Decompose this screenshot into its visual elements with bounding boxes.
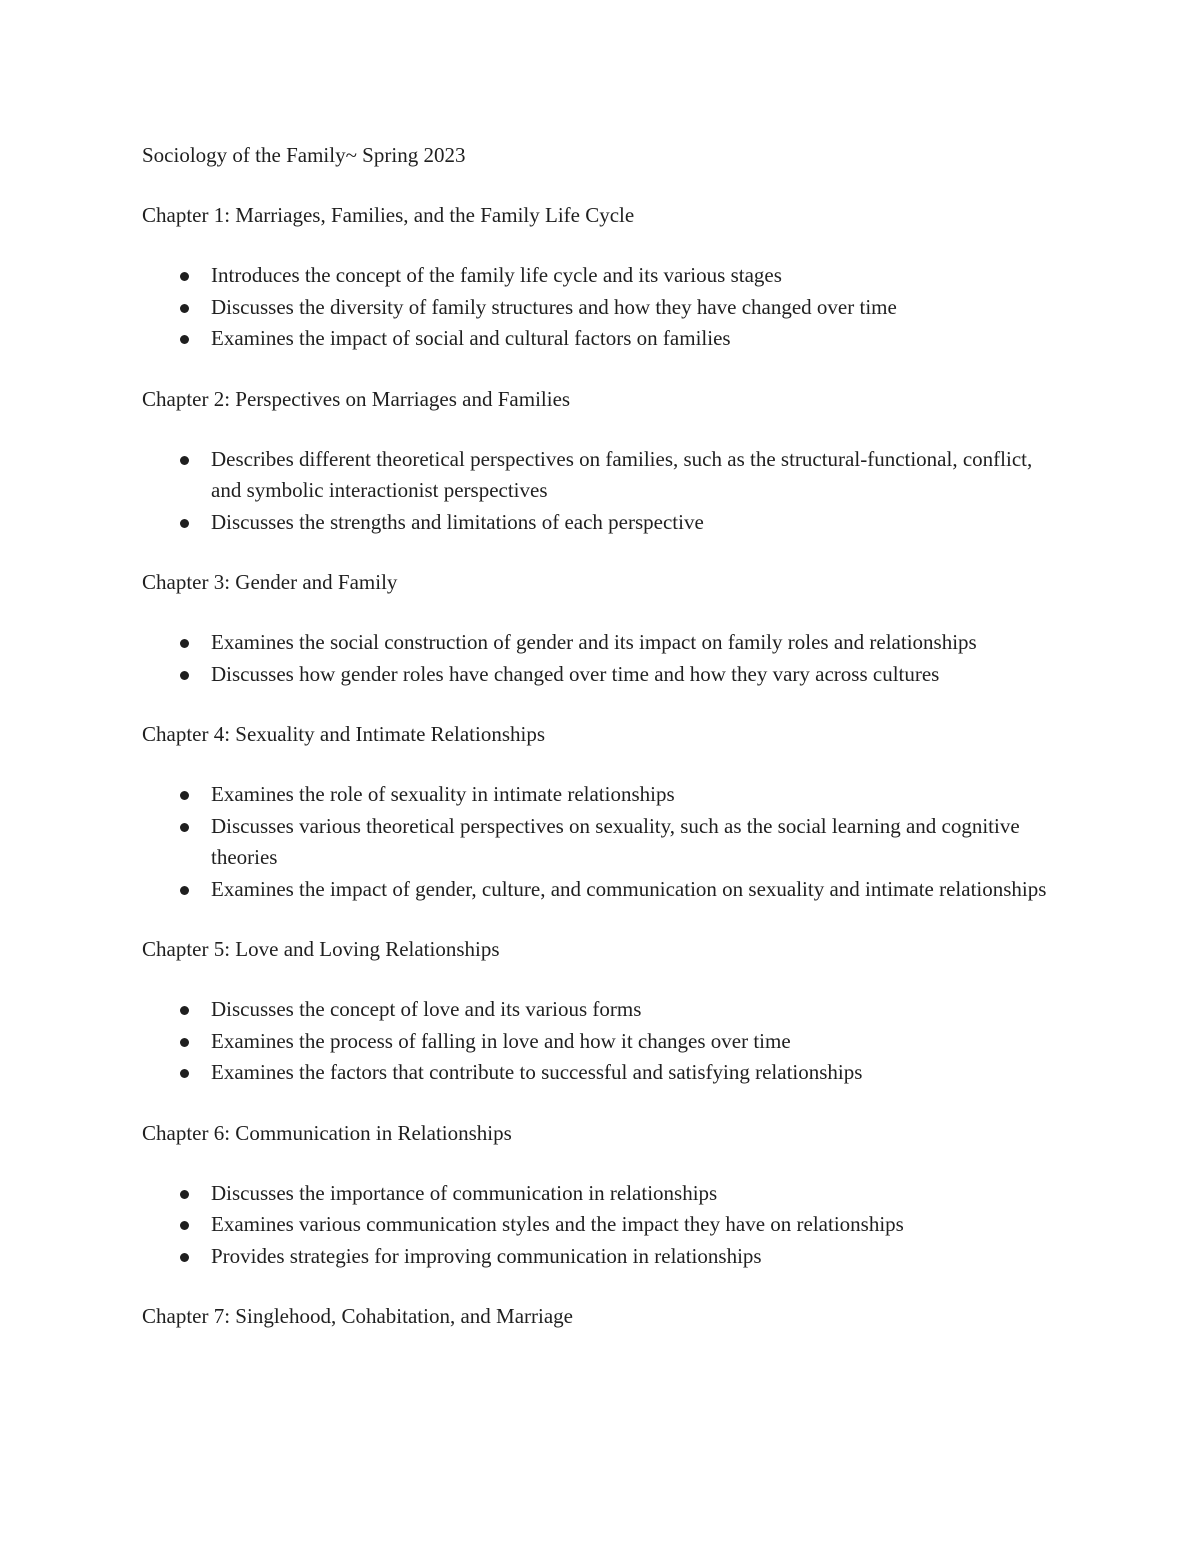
bullet-icon [180,1038,189,1047]
bullet-list [142,779,1062,905]
bullet-icon [180,671,189,680]
document-page [142,140,1062,1332]
list-item [142,779,1062,811]
bullet-icon [180,1006,189,1015]
list-item [142,627,1062,659]
bullet-list [142,444,1062,539]
chapter-heading: Chapter 7: Singlehood, Cohabitation, and Marriage [142,1304,573,1328]
list-item [142,874,1062,906]
list-item [142,1209,1062,1241]
chapter-4-section [142,719,1062,905]
list-item-text: Examines the social construction of gender and its impact on family roles and relationships [211,630,977,654]
list-item [142,444,1062,507]
list-item-text: Examines the impact of gender, culture, and communication on sexuality and intimate relationships [211,876,1047,901]
list-item-text: Discusses how gender roles have changed over time and how they vary across cultures [211,661,940,686]
chapter-3-section [142,567,1062,690]
bullet-list [142,260,1062,355]
chapter-heading: Chapter 1: Marriages, Families, and the Family Life Cycle [142,203,635,227]
list-item-text: Discusses various theoretical perspectives on sexuality, such as the social learning and cognitive theories [211,813,1020,869]
list-item-text: Discusses the diversity of family structures and how they have changed over time [211,294,897,319]
bullet-icon [180,886,189,895]
chapter-heading: Chapter 2: Perspectives on Marriages and Families [142,386,571,411]
chapter-1-section [142,200,1062,355]
bullet-icon [180,272,189,281]
bullet-list [142,627,1062,690]
list-item-text: Examines the impact of social and cultural factors on families [211,326,731,350]
bullet-icon [180,519,189,528]
list-item [142,994,1062,1026]
list-item [142,1241,1062,1273]
chapter-heading: Chapter 5: Love and Loving Relationships [142,937,500,961]
chapter-heading: Chapter 4: Sexuality and Intimate Relationships [142,722,546,746]
list-item [142,260,1062,292]
bullet-icon [180,823,189,832]
chapter-6-section [142,1118,1062,1273]
chapter-heading: Chapter 3: Gender and Family [142,570,398,594]
list-item-text: Discusses the strengths and limitations of each perspective [211,509,704,534]
list-item-text: Examines various communication styles and the impact they have on relationships [211,1212,904,1236]
bullet-icon [180,1221,189,1230]
list-item [142,1178,1062,1210]
bullet-icon [180,456,189,465]
list-item [142,1026,1062,1058]
bullet-list [142,994,1062,1089]
bullet-icon [180,304,189,313]
list-item [142,323,1062,355]
chapter-7-section [142,1301,1062,1332]
list-item-text: Discusses the concept of love and its various forms [211,997,642,1021]
list-item-text: Provides strategies for improving communication in relationships [211,1243,762,1268]
list-item [142,1057,1062,1089]
bullet-icon [180,639,189,648]
bullet-list [142,1178,1062,1273]
bullet-icon [180,1190,189,1199]
chapter-2-section [142,384,1062,539]
list-item-text: Introduces the concept of the family life cycle and its various stages [211,263,782,287]
list-item-text: Examines the role of sexuality in intimate relationships [211,782,675,806]
document-title: Sociology of the Family~ Spring 2023 [142,143,466,167]
list-item [142,811,1062,874]
bullet-icon [180,791,189,800]
bullet-icon [180,335,189,344]
list-item [142,292,1062,324]
list-item-text: Describes different theoretical perspectives on families, such as the structural-functional, conflict, and symbolic interactionist perspectives [211,446,1033,502]
chapter-5-section [142,934,1062,1089]
list-item-text: Discusses the importance of communication in relationships [211,1180,718,1205]
bullet-icon [180,1253,189,1262]
bullet-icon [180,1069,189,1078]
list-item-text: Examines the process of falling in love and how it changes over time [211,1028,791,1053]
list-item-text: Examines the factors that contribute to successful and satisfying relationships [211,1060,863,1084]
list-item [142,659,1062,691]
list-item [142,507,1062,539]
chapter-heading: Chapter 6: Communication in Relationships [142,1120,512,1145]
